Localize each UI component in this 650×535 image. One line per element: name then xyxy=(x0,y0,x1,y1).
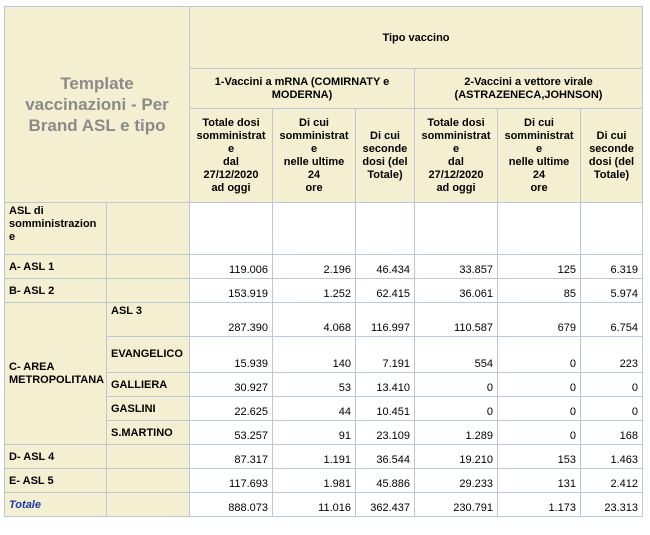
col-header-line: nelle ultime xyxy=(283,155,345,168)
value-cell: 153.919 xyxy=(190,279,273,303)
row-header-sub xyxy=(107,203,190,255)
value-cell: 287.390 xyxy=(190,303,273,337)
value-cell: 168 xyxy=(581,421,643,445)
group-header-tipo-vaccino: Tipo vaccino xyxy=(190,7,643,69)
total-value-cell: 11.016 xyxy=(273,493,356,517)
col-header-line: e xyxy=(310,142,318,155)
col-header-line: Di cui xyxy=(524,116,554,129)
value-cell: 1.191 xyxy=(273,445,356,469)
value-cell: 2.196 xyxy=(273,255,356,279)
value-cell: 53 xyxy=(273,373,356,397)
value-cell: 119.006 xyxy=(190,255,273,279)
total-value-cell: 888.073 xyxy=(190,493,273,517)
value-cell: 45.886 xyxy=(356,469,415,493)
group-header-viral: 2-Vaccini a vettore virale (ASTRAZENECA,JOHNSON) xyxy=(415,69,643,109)
sub-label: S.MARTINO xyxy=(107,421,190,445)
value-cell: 19.210 xyxy=(415,445,498,469)
col-header-line: e xyxy=(452,142,460,155)
value-cell: 62.415 xyxy=(356,279,415,303)
value-cell: 85 xyxy=(498,279,581,303)
value-cell: 117.693 xyxy=(190,469,273,493)
table-row xyxy=(5,445,643,469)
value-cell: 91 xyxy=(273,421,356,445)
value-cell: 0 xyxy=(498,373,581,397)
col-header-line: 24 xyxy=(307,168,321,181)
value-cell: 116.997 xyxy=(356,303,415,337)
value-cell: 679 xyxy=(498,303,581,337)
value-cell: 13.410 xyxy=(356,373,415,397)
value-cell: 0 xyxy=(415,373,498,397)
value-cell: 0 xyxy=(415,397,498,421)
value-cell: 30.927 xyxy=(190,373,273,397)
col-header-line: Totale) xyxy=(367,168,403,181)
col-header-line: somministrat xyxy=(504,129,574,142)
asl-label: D- ASL 4 xyxy=(5,445,107,469)
total-value-cell: 230.791 xyxy=(415,493,498,517)
col-header-line: ore xyxy=(305,181,323,194)
col-header-line: dal xyxy=(223,155,239,168)
value-cell: 10.451 xyxy=(356,397,415,421)
value-cell: 0 xyxy=(581,397,643,421)
report-container xyxy=(4,6,643,517)
value-cell: 2.412 xyxy=(581,469,643,493)
value-cell: 1.463 xyxy=(581,445,643,469)
sub-label xyxy=(107,445,190,469)
value-cell: 125 xyxy=(498,255,581,279)
value-cell: 1.252 xyxy=(273,279,356,303)
value-cell: 5.974 xyxy=(581,279,643,303)
col-header-line: dosi (del xyxy=(588,155,635,168)
value-cell: 110.587 xyxy=(415,303,498,337)
sub-label: EVANGELICO xyxy=(107,337,190,373)
sub-label: ASL 3 xyxy=(107,303,190,337)
col-header-mrna-24h xyxy=(273,109,356,203)
value-cell: 15.939 xyxy=(190,337,273,373)
title-line: Template xyxy=(60,74,134,93)
empty-cell xyxy=(356,203,415,255)
value-cell: 0 xyxy=(498,421,581,445)
value-cell: 153 xyxy=(498,445,581,469)
value-cell: 1.981 xyxy=(273,469,356,493)
value-cell: 44 xyxy=(273,397,356,421)
vaccination-table xyxy=(4,6,643,517)
row-header-asl-label xyxy=(5,203,107,255)
asl-label: E- ASL 5 xyxy=(5,469,107,493)
col-header-line: e xyxy=(535,142,543,155)
group-header-mrna: 1-Vaccini a mRNA (COMIRNATY e MODERNA) xyxy=(190,69,415,109)
value-cell: 223 xyxy=(581,337,643,373)
value-cell: 36.061 xyxy=(415,279,498,303)
col-header-mrna-total xyxy=(190,109,273,203)
value-cell: 131 xyxy=(498,469,581,493)
sub-label xyxy=(107,493,190,517)
total-row xyxy=(5,493,643,517)
total-value-cell: 362.437 xyxy=(356,493,415,517)
col-header-line: 27/12/2020 xyxy=(428,168,484,181)
col-header-viral-second xyxy=(581,109,643,203)
value-cell: 0 xyxy=(498,337,581,373)
empty-cell xyxy=(498,203,581,255)
col-header-line: ad oggi xyxy=(211,181,251,194)
table-row xyxy=(5,279,643,303)
asl-label: A- ASL 1 xyxy=(5,255,107,279)
col-header-viral-24h xyxy=(498,109,581,203)
col-header-line: dosi (del xyxy=(362,155,408,168)
sub-label: GALLIERA xyxy=(107,373,190,397)
col-header-line: somministrat xyxy=(196,129,266,142)
value-cell: 0 xyxy=(581,373,643,397)
value-cell: 46.434 xyxy=(356,255,415,279)
sub-label xyxy=(107,469,190,493)
value-cell: 0 xyxy=(498,397,581,421)
title-line: Brand ASL e tipo xyxy=(28,116,166,135)
value-cell: 7.191 xyxy=(356,337,415,373)
empty-cell xyxy=(190,203,273,255)
value-cell: 554 xyxy=(415,337,498,373)
col-header-line: somministrat xyxy=(421,129,491,142)
empty-cell xyxy=(415,203,498,255)
col-header-line: 24 xyxy=(532,168,546,181)
asl-label: B- ASL 2 xyxy=(5,279,107,303)
total-value-cell: 1.173 xyxy=(498,493,581,517)
value-cell: 87.317 xyxy=(190,445,273,469)
col-header-line: nelle ultime xyxy=(508,155,570,168)
col-header-line: Totale dosi xyxy=(427,116,485,129)
value-cell: 6.319 xyxy=(581,255,643,279)
col-header-mrna-second xyxy=(356,109,415,203)
table-title xyxy=(5,7,190,203)
total-label: Totale xyxy=(5,493,107,517)
col-header-viral-total xyxy=(415,109,498,203)
value-cell: 22.625 xyxy=(190,397,273,421)
value-cell: 29.233 xyxy=(415,469,498,493)
table-row xyxy=(5,469,643,493)
col-header-line: ad oggi xyxy=(436,181,476,194)
col-header-line: Totale dosi xyxy=(202,116,260,129)
value-cell: 36.544 xyxy=(356,445,415,469)
col-header-line: ore xyxy=(530,181,548,194)
value-cell: 23.109 xyxy=(356,421,415,445)
col-header-line: e xyxy=(227,142,235,155)
table-row xyxy=(5,255,643,279)
total-value-cell: 23.313 xyxy=(581,493,643,517)
value-cell: 1.289 xyxy=(415,421,498,445)
row-header-line: e xyxy=(9,231,16,243)
sub-label xyxy=(107,255,190,279)
empty-cell xyxy=(273,203,356,255)
col-header-line: Di cui xyxy=(370,129,400,142)
title-line: vaccinazioni - Per xyxy=(25,95,169,114)
row-header-line: somministrazion xyxy=(9,218,97,230)
value-cell: 140 xyxy=(273,337,356,373)
row-header-line: ASL di xyxy=(9,205,44,217)
value-cell: 6.754 xyxy=(581,303,643,337)
value-cell: 33.857 xyxy=(415,255,498,279)
sub-label: GASLINI xyxy=(107,397,190,421)
table-row xyxy=(5,303,643,337)
col-header-line: 27/12/2020 xyxy=(203,168,259,181)
col-header-line: dal xyxy=(448,155,464,168)
asl-label-area-metropolitana: C- AREA METROPOLITANA xyxy=(5,303,107,445)
col-header-line: seconde xyxy=(589,142,634,155)
empty-cell xyxy=(581,203,643,255)
col-header-line: Di cui xyxy=(596,129,627,142)
value-cell: 4.068 xyxy=(273,303,356,337)
sub-label xyxy=(107,279,190,303)
value-cell: 53.257 xyxy=(190,421,273,445)
col-header-line: Di cui xyxy=(299,116,329,129)
col-header-line: seconde xyxy=(362,142,408,155)
col-header-line: Totale) xyxy=(593,168,630,181)
col-header-line: somministrat xyxy=(279,129,349,142)
